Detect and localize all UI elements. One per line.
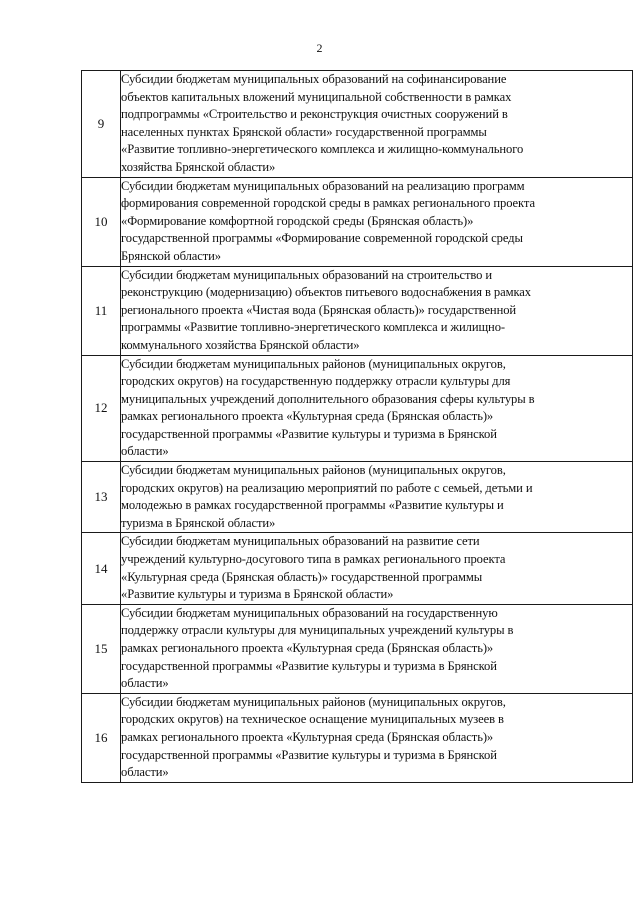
description-line: Субсидии бюджетам муниципальных образований на государственную: [121, 605, 498, 620]
row-description: [121, 604, 633, 693]
row-description: [121, 533, 633, 604]
description-line: поддержку отрасли культуры для муниципальных учреждений культуры в: [121, 623, 514, 638]
description-line: государственной программы «Развитие культуры и туризма в Брянской: [121, 658, 497, 673]
row-number: 16: [82, 693, 121, 782]
table-row: [82, 177, 633, 266]
description-line: подпрограммы «Строительство и реконструкция очистных сооружений в: [121, 107, 508, 122]
table-row: [82, 266, 633, 355]
description-line: области»: [121, 444, 169, 459]
description-line: области»: [121, 765, 169, 780]
description-line: реконструкцию (модернизацию) объектов питьевого водоснабжения в рамках: [121, 285, 531, 300]
description-line: Субсидии бюджетам муниципальных районов (муниципальных округов,: [121, 463, 506, 478]
table-body: [82, 71, 633, 783]
description-line: государственной программы «Развитие культуры и туризма в Брянской: [121, 747, 497, 762]
row-number: 14: [82, 533, 121, 604]
row-number: 11: [82, 266, 121, 355]
description-line: Брянской области»: [121, 248, 222, 263]
table-row: [82, 462, 633, 533]
description-line: городских округов) на техническое оснащение муниципальных музеев в: [121, 712, 504, 727]
description-line: «Культурная среда (Брянская область)» государственной программы: [121, 569, 483, 584]
description-line: муниципальных учреждений дополнительного образования сферы культуры в: [121, 391, 535, 406]
row-number: 13: [82, 462, 121, 533]
description-line: объектов капитальных вложений муниципальной собственности в рамках: [121, 89, 512, 104]
row-description: [121, 177, 633, 266]
description-line: программы «Развитие топливно-энергетического комплекса и жилищно-: [121, 320, 505, 335]
row-description: [121, 266, 633, 355]
row-description: [121, 462, 633, 533]
table-row: [82, 533, 633, 604]
description-line: коммунального хозяйства Брянской области»: [121, 337, 360, 352]
description-line: Субсидии бюджетам муниципальных районов (муниципальных округов,: [121, 694, 506, 709]
description-line: учреждений культурно-досугового типа в рамках регионального проекта: [121, 552, 506, 567]
description-line: Субсидии бюджетам муниципальных образований на развитие сети: [121, 534, 480, 549]
description-line: формирования современной городской среды в рамках регионального проекта: [121, 196, 535, 211]
description-line: регионального проекта «Чистая вода (Брянская область)» государственной: [121, 302, 517, 317]
description-line: государственной программы «Развитие культуры и туризма в Брянской: [121, 426, 497, 441]
description-line: хозяйства Брянской области»: [121, 159, 276, 174]
description-line: городских округов) на государственную поддержку отрасли культуры для: [121, 374, 511, 389]
description-line: молодежью в рамках государственной программы «Развитие культуры и: [121, 498, 504, 513]
description-line: «Формирование комфортной городской среды (Брянская область)»: [121, 213, 474, 228]
row-description: [121, 355, 633, 462]
description-line: Субсидии бюджетам муниципальных образований на реализацию программ: [121, 178, 525, 193]
description-line: Субсидии бюджетам муниципальных образований на строительство и: [121, 267, 493, 282]
row-description: [121, 71, 633, 178]
table-row: [82, 693, 633, 782]
table-row: [82, 355, 633, 462]
description-line: области»: [121, 676, 169, 691]
description-line: рамках регионального проекта «Культурная среда (Брянская область)»: [121, 641, 494, 655]
table-row: [82, 71, 633, 178]
table-row: [82, 604, 633, 693]
description-line: государственной программы «Формирование современной городской среды: [121, 231, 523, 246]
description-line: Субсидии бюджетам муниципальных районов (муниципальных округов,: [121, 356, 506, 371]
description-line: рамках регионального проекта «Культурная среда (Брянская область)»: [121, 409, 494, 424]
page-number: 2: [316, 41, 323, 55]
description-line: туризма в Брянской области»: [121, 515, 276, 530]
description-line: «Развитие культуры и туризма в Брянской области»: [121, 587, 394, 602]
row-number: 15: [82, 604, 121, 693]
description-line: Субсидии бюджетам муниципальных образований на софинансирование: [121, 72, 507, 86]
row-number: 9: [82, 71, 121, 178]
row-number: 10: [82, 177, 121, 266]
row-description: [121, 693, 633, 782]
subsidies-table: [81, 70, 633, 783]
description-line: «Развитие топливно-энергетического комплекса и жилищно-коммунального: [121, 142, 524, 157]
row-number: 12: [82, 355, 121, 462]
description-line: городских округов) на реализацию мероприятий по работе с семьей, детьми и: [121, 480, 533, 495]
description-line: рамках регионального проекта «Культурная среда (Брянская область)»: [121, 729, 494, 744]
description-line: населенных пунктах Брянской области» государственной программы: [121, 124, 487, 139]
